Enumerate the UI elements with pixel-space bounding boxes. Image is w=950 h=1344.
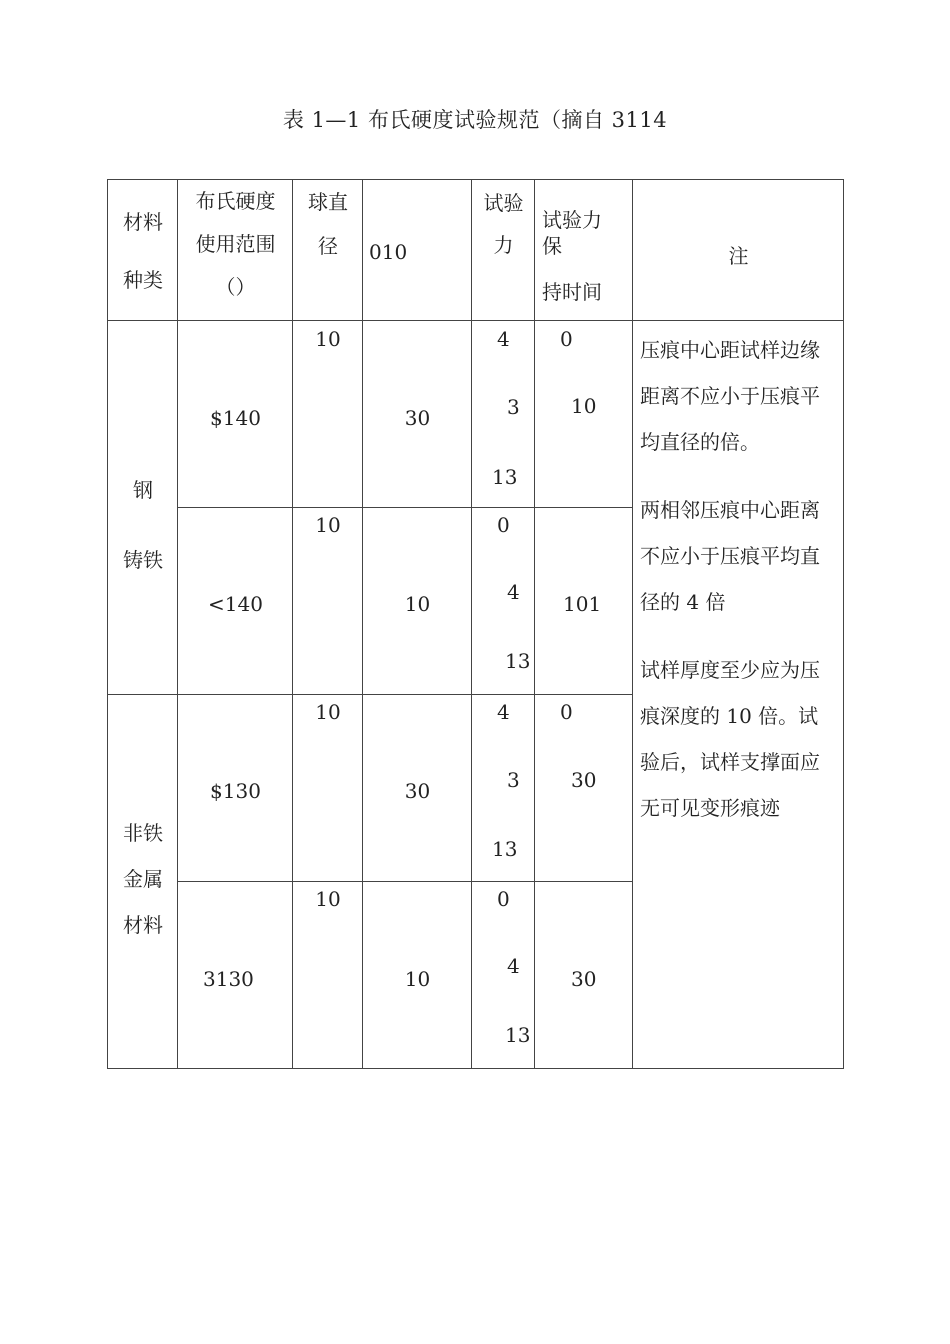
cell-force: 0 4 13 — [472, 882, 535, 1069]
header-row — [108, 180, 844, 321]
table-title: 表 1—1 布氏硬度试验规范（摘自 3114 — [282, 108, 668, 132]
cell-hold: 30 — [535, 882, 633, 1069]
cell-range: $140 — [178, 321, 293, 508]
note-thickness: 试样厚度至少应为压痕深度的 10 倍。试验后，试样支撑面应无可见变形痕迹 — [640, 658, 820, 820]
note-adjacent-distance: 两相邻压痕中心距离不应小于压痕平均直径的 4 倍 — [640, 498, 820, 614]
cell-ball: 10 — [293, 321, 363, 508]
header-material: 材料 种类 — [108, 180, 178, 321]
note-edge-distance: 压痕中心距试样边缘距离不应小于压痕平均直径的倍。 — [640, 338, 820, 454]
header-test-force: 试验 力 — [472, 180, 535, 321]
brinell-spec-table — [107, 179, 844, 1069]
header-ball-diameter: 球直 径 — [293, 180, 363, 321]
header-hardness-range: 布氏硬度 使用范围 （） — [178, 180, 293, 321]
header-note: 注 — [633, 180, 844, 321]
cell-notes — [633, 321, 844, 1069]
cell-hold: 101 — [535, 508, 633, 695]
cell-hold: 0 10 — [535, 321, 633, 508]
header-hold-time: 试验力 保 持时间 — [535, 180, 633, 321]
cell-range: <140 — [178, 508, 293, 695]
cell-ball: 10 — [293, 882, 363, 1069]
cell-range: 3130 — [178, 882, 293, 1069]
cell-range: $130 — [178, 695, 293, 882]
cell-hold: 0 30 — [535, 695, 633, 882]
cell-force: 4 3 13 — [472, 695, 535, 882]
cell-ratio: 10 — [363, 882, 472, 1069]
cell-ratio: 30 — [363, 695, 472, 882]
group-steel: 钢 铸铁 — [108, 321, 178, 695]
cell-ball: 10 — [293, 695, 363, 882]
table-row — [108, 321, 844, 508]
cell-ball: 10 — [293, 508, 363, 695]
cell-ratio: 10 — [363, 508, 472, 695]
cell-force: 4 3 13 — [472, 321, 535, 508]
header-ratio: 010 — [363, 180, 472, 321]
group-nonferrous: 非铁 金属 材料 — [108, 695, 178, 1069]
cell-ratio: 30 — [363, 321, 472, 508]
cell-force: 0 4 13 — [472, 508, 535, 695]
